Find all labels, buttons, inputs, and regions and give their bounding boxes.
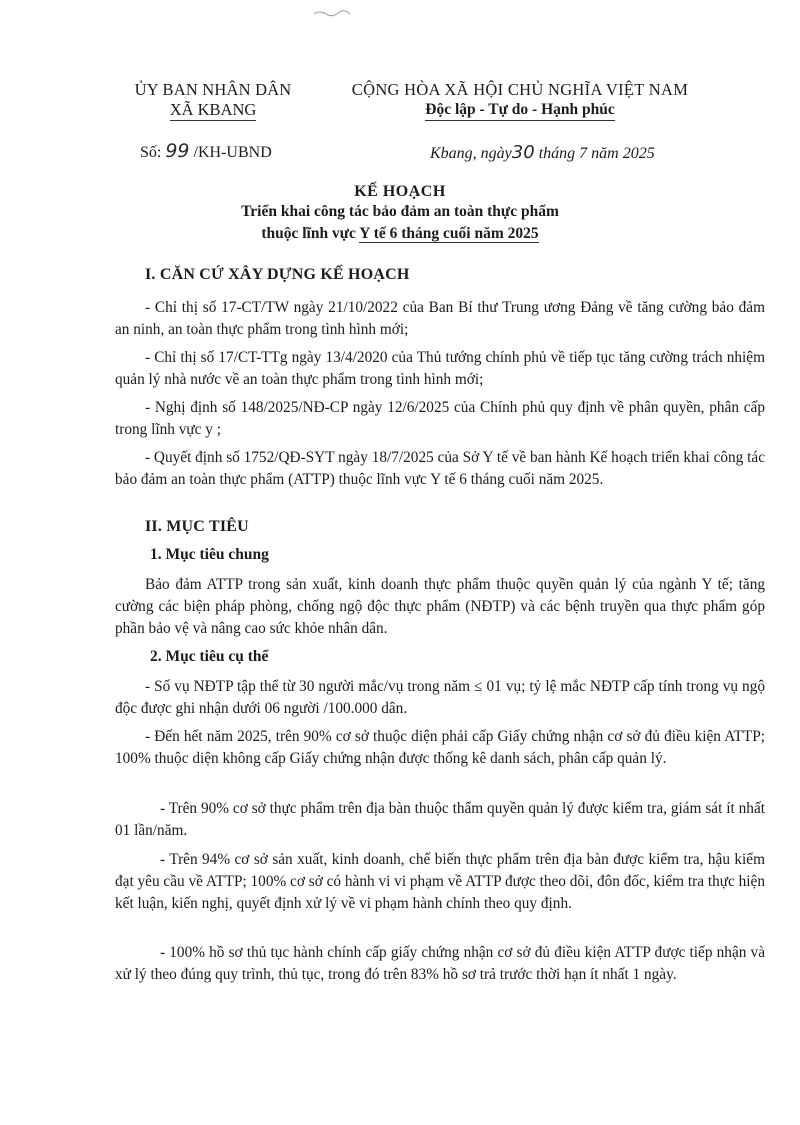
objective-item: - Trên 94% cơ sở sản xuất, kinh doanh, chế biến thực phẩm trên địa bàn được kiểm tra, hậu kiểm đạt yêu cầu về ATTP; 100% cơ sở có hành vi vi phạm về ATTP được theo dõi, đôn đốc, kiểm tra thực hiện kết luận, kiến nghị, quyết định xử lý về vi phạm hành chính theo quy định. (115, 851, 765, 912)
subject-part-a: thuộc lĩnh vực (261, 225, 356, 242)
basis-item: - Chỉ thị số 17-CT/TW ngày 21/10/2022 của Ban Bí thư Trung ương Đảng về tăng cường bảo đảm an ninh, an toàn thực phẩm trong tình hình mới; (115, 299, 765, 338)
handwritten-day: 30 (511, 142, 535, 163)
scan-mark-icon (312, 8, 352, 18)
country-name: CỘNG HÒA XÃ HỘI CHỦ NGHĨA VIỆT NAM (351, 80, 689, 99)
date-prefix: Kbang, ngày (430, 145, 512, 162)
issuing-authority (118, 80, 308, 121)
commune-name: XÃ KBANG (169, 100, 257, 119)
subject-part-b: Y tế 6 tháng cuối năm 2025 (359, 225, 539, 242)
general-objective-text: Bảo đảm ATTP trong sản xuất, kinh doanh thực phẩm thuộc quyền quản lý của ngành Y tế; tăng cường các biện pháp phòng, chống ngộ độc thực phẩm (NĐTP) và các bệnh truyền qua thực phẩm góp phần bảo vệ và nâng cao sức khỏe nhân dân. (115, 576, 765, 637)
document-number (140, 140, 272, 162)
basis-item: - Quyết định số 1752/QĐ-SYT ngày 18/7/2025 của Sở Y tế về ban hành Kế hoạch triển khai công tác bảo đảm an toàn thực phẩm (ATTP) thuộc lĩnh vực Y tế 6 tháng cuối năm 2025. (115, 449, 765, 488)
doc-type: KẾ HOẠCH (354, 183, 446, 200)
number-prefix: Số: (140, 144, 162, 161)
authority-name: ỦY BAN NHÂN DÂN (134, 80, 292, 99)
doc-subject-line1: Triển khai công tác bảo đảm an toàn thực phẩm (241, 203, 559, 220)
general-objective-heading: 1. Mục tiêu chung (150, 546, 269, 563)
specific-objectives-heading: 2. Mục tiêu cụ thể (150, 648, 269, 665)
basis-item: - Nghị định số 148/2025/NĐ-CP ngày 12/6/2025 của Chính phủ quy định về phân quyền, phân cấp trong lĩnh vực y ; (115, 399, 765, 438)
basis-item: - Chỉ thị số 17/CT-TTg ngày 13/4/2020 của Thủ tướng chính phủ về tiếp tục tăng cường trách nhiệm quản lý nhà nước về an toàn thực phẩm trong tình hình mới; (115, 349, 765, 388)
objective-item: - 100% hồ sơ thủ tục hành chính cấp giấy chứng nhận cơ sở đủ điều kiện ATTP được tiếp nhận và xử lý theo đúng quy trình, thủ tục, trong đó trên 83% hồ sơ trả trước thời hạn ít nhất 1 ngày. (115, 944, 765, 983)
doc-subject-line2 (0, 225, 800, 243)
objective-item: - Số vụ NĐTP tập thể từ 30 người mắc/vụ trong năm ≤ 01 vụ; tỷ lệ mắc NĐTP cấp tính trong vụ ngộ độc được ghi nhận dưới 06 người /100.000 dân. (115, 678, 765, 717)
number-suffix: /KH-UBND (193, 144, 272, 161)
objective-item: - Đến hết năm 2025, trên 90% cơ sở thuộc diện phải cấp Giấy chứng nhận cơ sở đủ điều kiện ATTP; 100% thuộc diện không cấp Giấy chứng nhận được thống kê danh sách, phân cấp quản lý. (115, 728, 765, 767)
section-2-heading: II. MỤC TIÊU (145, 518, 249, 535)
section-1-heading: I. CĂN CỨ XÂY DỰNG KẾ HOẠCH (145, 266, 410, 283)
handwritten-number: 99 (165, 140, 190, 162)
objective-item: - Trên 90% cơ sở thực phẩm trên địa bàn thuộc thẩm quyền quản lý được kiểm tra, giám sát ít nhất 01 lần/năm. (115, 800, 765, 839)
date-suffix: tháng 7 năm 2025 (538, 145, 655, 162)
motto: Độc lập - Tự do - Hạnh phúc (425, 100, 614, 121)
document-date (430, 142, 655, 163)
national-motto (340, 80, 700, 121)
